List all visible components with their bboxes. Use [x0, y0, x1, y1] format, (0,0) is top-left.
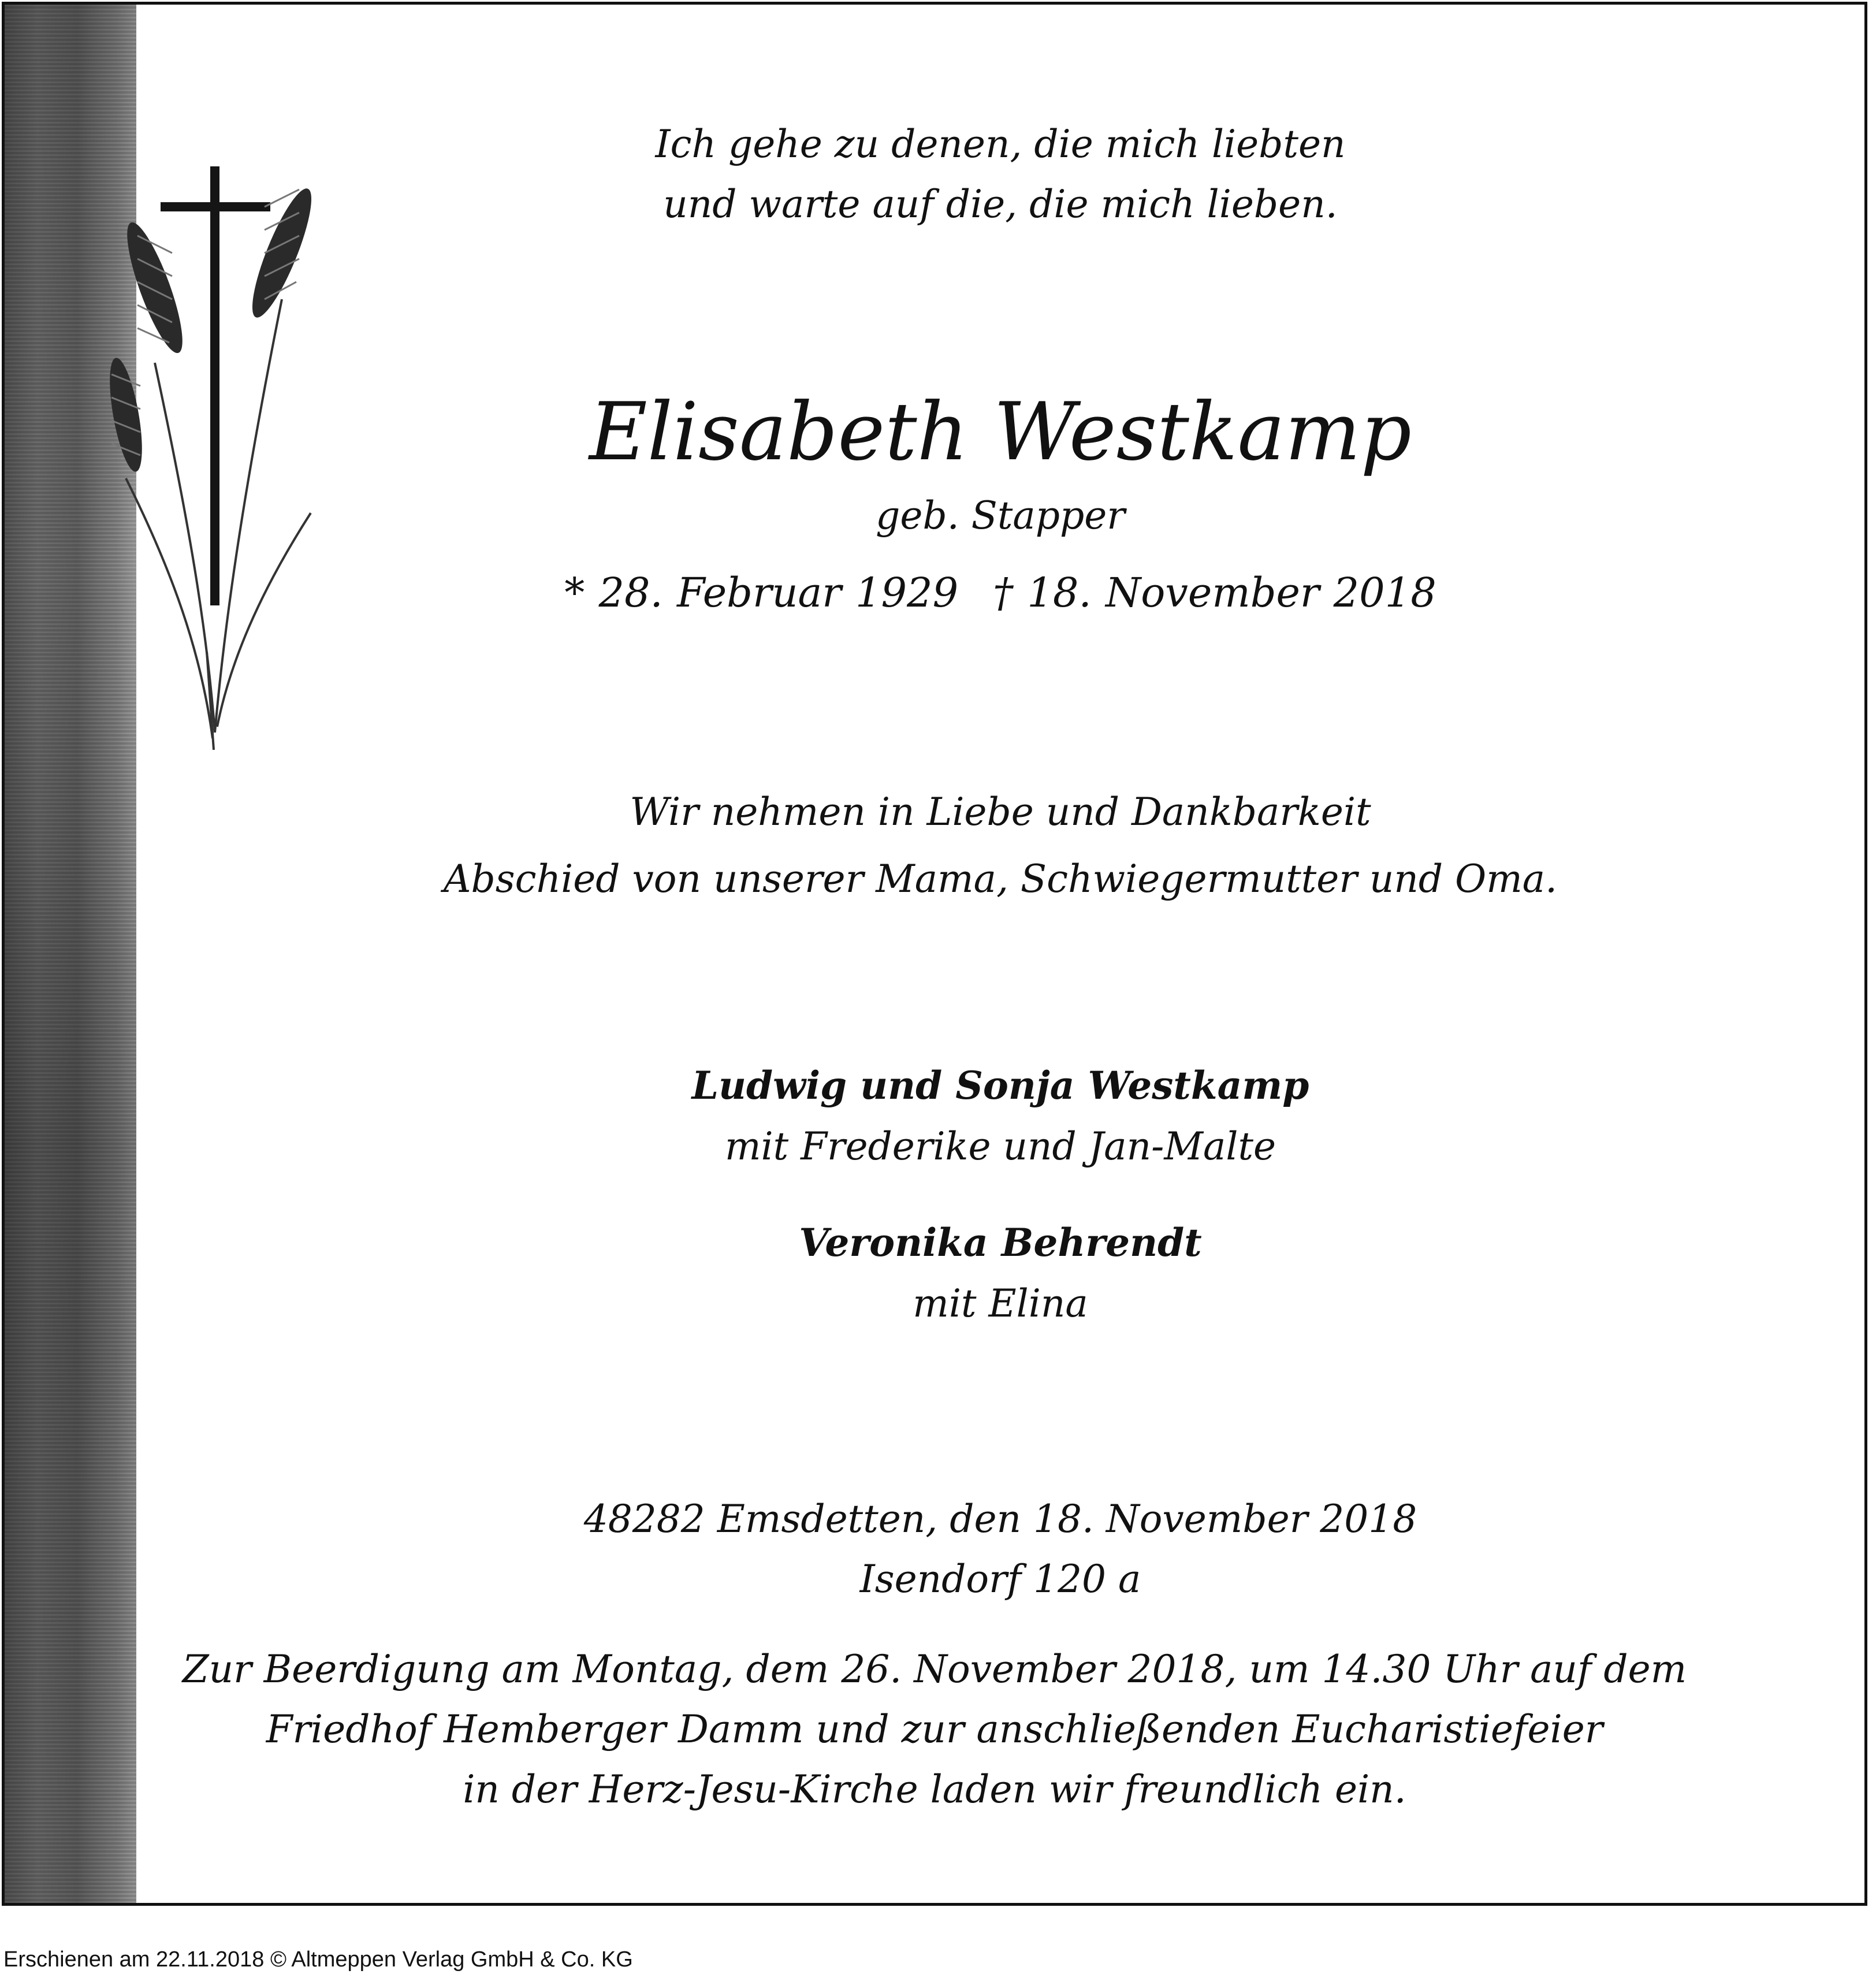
- place-date: 48282 Emsdetten, den 18. November 2018: [583, 1497, 1417, 1541]
- family-name: Veronika Behrendt: [799, 1220, 1202, 1265]
- place-and-address: [136, 1489, 1864, 1609]
- deceased-name: Elisabeth Westkamp: [589, 385, 1412, 478]
- birth-date: * 28. Februar 1929: [564, 569, 959, 616]
- family-members: mit Elina: [913, 1281, 1088, 1326]
- funeral-line: Friedhof Hemberger Damm und zur anschließenden Eucharistiefeier: [266, 1707, 1603, 1752]
- funeral-line: Zur Beerdigung am Montag, dem 26. November 2018, um 14.30 Uhr auf dem: [182, 1647, 1687, 1691]
- motto-line: Ich gehe zu denen, die mich liebten: [655, 122, 1346, 166]
- life-dates: [136, 564, 1864, 622]
- family-group: [136, 1055, 1864, 1177]
- farewell-line: Wir nehmen in Liebe und Dankbarkeit: [630, 790, 1371, 834]
- obituary-frame: [2, 2, 1867, 1906]
- maiden-name: geb. Stapper: [876, 493, 1125, 538]
- funeral-line: in der Herz-Jesu-Kirche laden wir freundlich ein.: [463, 1767, 1406, 1812]
- address: Isendorf 120 a: [859, 1557, 1141, 1601]
- funeral-invitation: [5, 1639, 1864, 1820]
- family-members: mit Frederike und Jan-Malte: [724, 1124, 1276, 1169]
- family-name: Ludwig und Sonja Westkamp: [691, 1063, 1309, 1108]
- motto: [136, 114, 1864, 235]
- death-date: † 18. November 2018: [993, 569, 1436, 616]
- farewell-text: [136, 779, 1864, 913]
- publication-footer: Erschienen am 22.11.2018 © Altmeppen Verlag GmbH & Co. KG: [3, 1947, 633, 1972]
- motto-line: und warte auf die, die mich lieben.: [663, 182, 1338, 226]
- family-group: [136, 1212, 1864, 1334]
- farewell-line: Abschied von unserer Mama, Schwiegermutter und Oma.: [443, 857, 1558, 901]
